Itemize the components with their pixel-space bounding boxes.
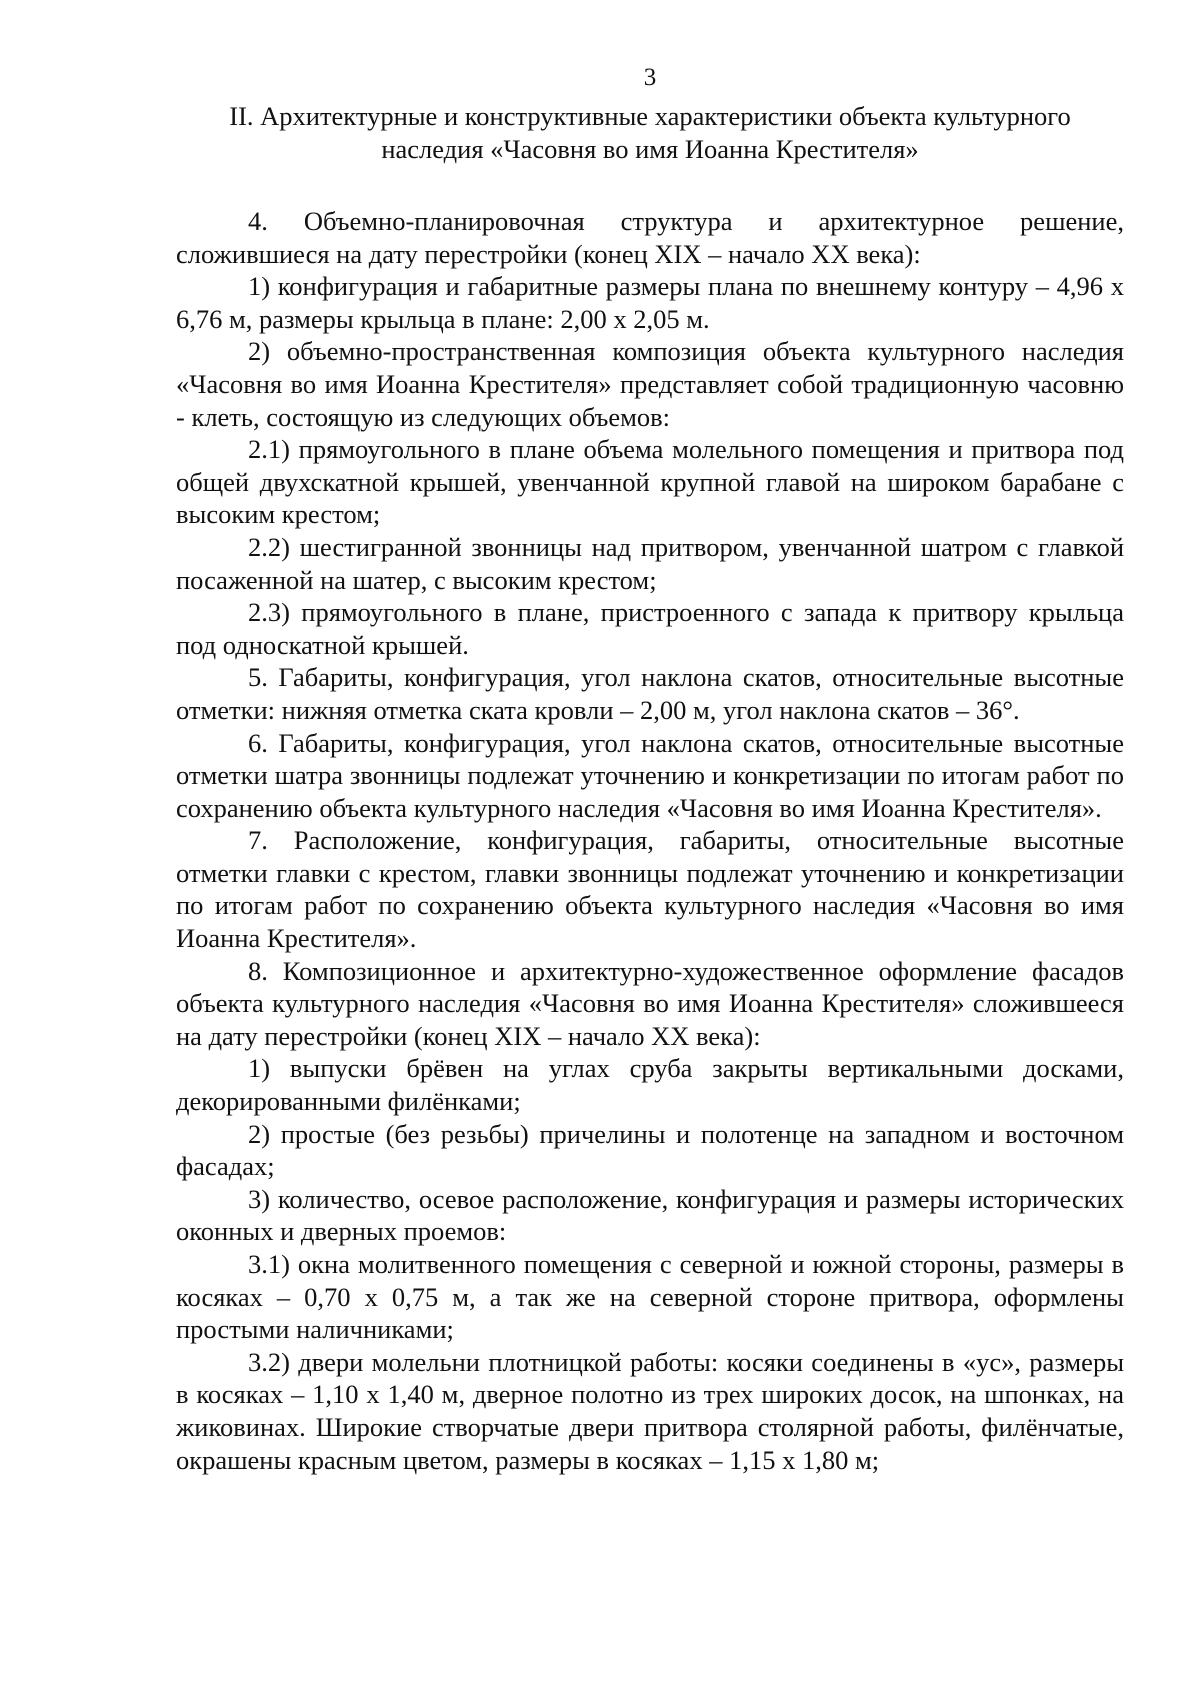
paragraph-subitem-4-2-3: 2.3) прямоугольного в плане, пристроенного с запада к притвору крыльца под односкатной крышей. [176,597,1124,660]
paragraph-subitem-8-3: 3) количество, осевое расположение, конфигурация и размеры исторических оконных и дверных проемов: [176,1183,1124,1247]
paragraph-item-6: 6. Габариты, конфигурация, угол наклона скатов, относительные высотные отметки шатра звонницы подлежат уточнению и конкретизации по итогам работ по сохранению объекта культурного наследия «Часовня во имя Иоанна Крестителя». [176,727,1124,823]
paragraph-subitem-8-3-2: 3.2) двери молельни плотницкой работы: косяки соединены в «ус», размеры в косяках – 1,10 х 1,40 м, дверное полотно из трех широких досок, на шпонках, на жиковинах. Широкие створчатые двери притвора столярной работы, филёнчатые, окрашены красным цветом, размеры в косяках – 1,15 х 1,80 м; [176,1346,1124,1475]
section-title-line-1: II. Архитектурные и конструктивные характеристики объекта культурного [229,101,1071,131]
paragraph-subitem-8-2: 2) простые (без резьбы) причелины и полотенце на западном и восточном фасадах; [176,1118,1124,1182]
section-title [176,100,1124,166]
paragraph-item-7: 7. Расположение, конфигурация, габариты, относительные высотные отметки главки с крестом, главки звонницы подлежат уточнению и конкретизации по итогам работ по сохранению объекта культурного наследия «Часовня во имя Иоанна Крестителя». [176,825,1124,954]
document-page [176,62,1124,1476]
paragraph-item-5: 5. Габариты, конфигурация, угол наклона скатов, относительные высотные отметки: нижняя отметка ската кровли – 2,00 м, угол наклона скатов – 36°. [176,662,1124,725]
section-title-line-2: наследия «Часовня во имя Иоанна Крестителя» [381,134,919,164]
paragraph-item-4: 4. Объемно-планировочная структура и архитектурное решение, сложившиеся на дату перестройки (конец XIX – начало XX века): [176,206,1124,269]
paragraph-subitem-4-1: 1) конфигурация и габаритные размеры плана по внешнему контуру – 4,96 х 6,76 м, размеры крыльца в плане: 2,00 х 2,05 м. [176,271,1124,334]
paragraph-subitem-8-1: 1) выпуски брёвен на углах сруба закрыты вертикальными досками, декорированными филёнками; [176,1053,1124,1117]
page-number: 3 [643,64,657,91]
paragraph-subitem-8-3-1: 3.1) окна молитвенного помещения с северной и южной стороны, размеры в косяках – 0,70 х 0,75 м, а так же на северной стороне притвора, оформлены простыми наличниками; [176,1249,1124,1345]
paragraph-item-8: 8. Композиционное и архитектурно-художественное оформление фасадов объекта культурного наследия «Часовня во имя Иоанна Крестителя» сложившееся на дату перестройки (конец XIX – начало XX века): [176,955,1124,1051]
paragraph-subitem-4-2: 2) объемно-пространственная композиция объекта культурного наследия «Часовня во имя Иоанна Крестителя» представляет собой традиционную часовню - клеть, состоящую из следующих объемов: [176,336,1124,432]
paragraph-subitem-4-2-2: 2.2) шестигранной звонницы над притвором, увенчанной шатром с главкой посаженной на шатер, с высоким крестом; [176,531,1124,595]
paragraph-subitem-4-2-1: 2.1) прямоугольного в плане объема молельного помещения и притвора под общей двухскатной крышей, увенчанной крупной главой на широком барабане с высоким крестом; [176,434,1124,530]
